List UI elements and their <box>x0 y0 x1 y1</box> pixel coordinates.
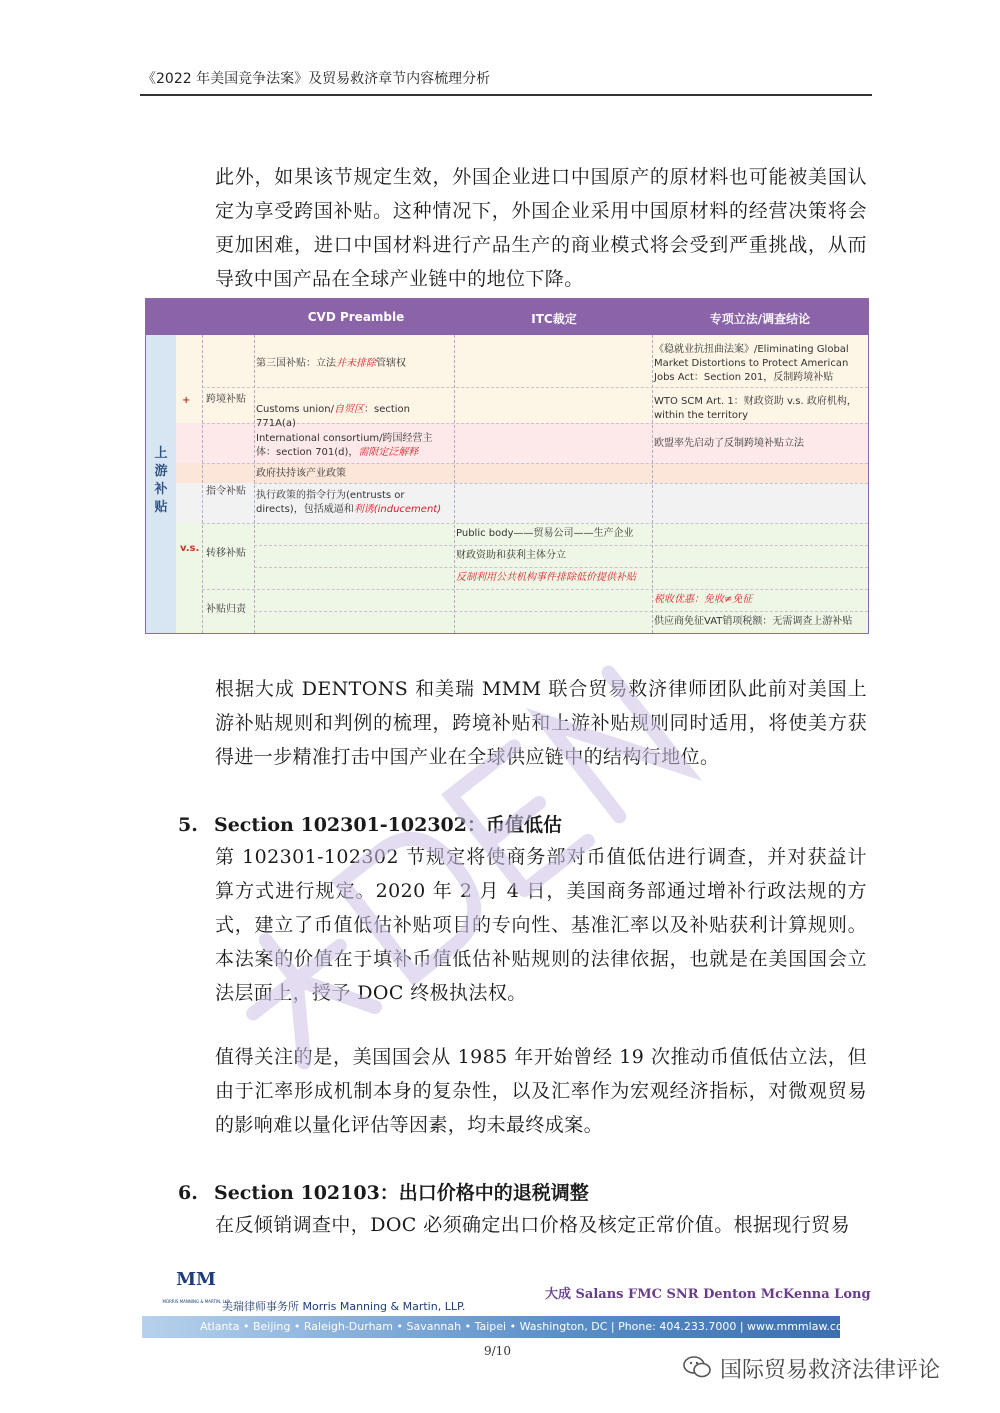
vs-sign: v.s. <box>180 543 200 554</box>
cell-customs-union: Customs union/自贸区：section 771A(a) <box>256 404 410 429</box>
side-label-text: 上游补贴 <box>154 446 168 515</box>
category-directed: 指令补贴 <box>206 486 246 497</box>
cell-separate-entities: 财政资助和获利主体分立 <box>456 550 566 561</box>
wechat-account-name: 国际贸易救济法律评论 <box>720 1358 941 1383</box>
page-number: 9/10 <box>484 1344 511 1358</box>
cell-public-entity-rule: 反制利用公共机构事件排除低价提供补贴 <box>456 572 636 583</box>
cell-government-support: 政府扶持该产业政策 <box>256 468 346 479</box>
cell-eu-legislation: 欧盟率先启动了反制跨境补贴立法 <box>654 438 804 449</box>
category-attribution: 补贴归责 <box>206 604 246 615</box>
category-transfer: 转移补贴 <box>206 548 246 559</box>
running-header: 《2022 年美国竞争法案》及贸易救济章节内容梳理分析 <box>142 71 491 87</box>
cell-international-consortium: International consortium/跨国经营主体：section 701(d)，需限定泛解释 <box>256 433 433 458</box>
header-special-legislation: 专项立法/调查结论 <box>709 312 811 326</box>
category-cross-border: 跨境补贴 <box>206 394 246 405</box>
header-rule <box>140 94 872 96</box>
footer-firm-name: 美瑞律师事务所 Morris Manning & Martin, LLP. <box>222 1300 466 1313</box>
cell-vat-exemption: 供应商免征VAT销项税额：无需调查上游补贴 <box>654 616 853 627</box>
heading-section-6 <box>178 1178 868 1208</box>
wechat-icon <box>682 1355 712 1379</box>
heading-6-number: 6. <box>178 1182 198 1204</box>
table-header <box>146 299 868 335</box>
cell-third-country-subsidy: 第三国补贴：立法并未排除管辖权 <box>256 358 406 369</box>
footer-contact-text: Atlanta • Beijing • Raleigh-Durham • Savannah • Taipei • Washington, DC | Phone: 404.233.7000 | www.mmmlaw.com <box>200 1320 854 1333</box>
paragraph-dentons-mmm: 根据大成 DENTONS 和美瑞 MMM 联合贸易救济律师团队此前对美国上游补贴规则和判例的梳理，跨境补贴和上游补贴规则同时适用，将使美方获得进一步精准打击中国产业在全球供应链中的结构行地位。 <box>215 678 867 768</box>
plus-sign: + <box>182 395 191 406</box>
paragraph-anti-dumping: 在反倾销调查中，DOC 必须确定出口价格及核定正常价值。根据现行贸易 <box>215 1214 850 1236</box>
cell-eliminating-distortions-act: 《稳就业抗扭曲法案》/Eliminating Global Market Distortions to Protect American Jobs Act：Section 201，反制跨境补贴 <box>654 344 849 383</box>
heading-6-text: Section 102103：出口价格中的退税调整 <box>214 1182 589 1204</box>
mmm-logo-subtext: MORRIS MANNING & MARTIN, LLP <box>162 1299 230 1304</box>
header-itc: ITC裁定 <box>531 312 577 326</box>
cell-entrusts-directs: 执行政策的指令行为(entrusts or directs)，包括威逼和利诱(inducement) <box>256 490 442 515</box>
side-label-upstream <box>146 335 176 633</box>
heading-5-text: Section 102301-102302：币值低估 <box>214 814 563 836</box>
paragraph-currency-undervaluation: 第 102301-102302 节规定将使商务部对币值低估进行调查，并对获益计算方式进行规定。2020 年 2 月 4 日，美国商务部通过增补行政法规的方式，建立了币值低估补贴项目的专向性、基准汇率以及补贴获利计算规则。本法案的价值在于填补币值低估补贴规则的法律依据，也就是在美国国会立法层面上，授予 DOC 终极执法权。 <box>215 846 867 1004</box>
heading-section-5 <box>178 810 868 840</box>
paragraph-cross-border-impact: 此外，如果该节规定生效，外国企业进口中国原产的原材料也可能被美国认定为享受跨国补贴。这种情况下，外国企业采用中国原材料的经营决策将会更加困难，进口中国材料进行产品生产的商业模式将会受到严重挑战，从而导致中国产品在全球产业链中的地位下降。 <box>215 166 867 290</box>
mmm-logo <box>162 1265 230 1305</box>
heading-5-number: 5. <box>178 814 198 836</box>
comparison-table <box>145 298 869 634</box>
mmm-logo-text: MM <box>176 1269 216 1290</box>
cell-public-body: Public body——贸易公司——生产企业 <box>456 528 634 539</box>
cell-tax-preference: 税收优惠：免收≠免征 <box>654 594 753 605</box>
cell-wto-scm: WTO SCM Art. 1：财政资助 v.s. 政府机构，within the territory <box>654 396 857 421</box>
footer-dentons-name: 大成 Salans FMC SNR Denton McKenna Long <box>545 1287 871 1302</box>
header-cvd-preamble: CVD Preamble <box>307 310 405 324</box>
paragraph-congress-history: 值得关注的是，美国国会从 1985 年开始曾经 19 次推动币值低估立法，但由于汇率形成机制本身的复杂性，以及汇率作为宏观经济指标，对微观贸易的影响难以量化评估等因素，均未最终成案。 <box>215 1046 867 1136</box>
